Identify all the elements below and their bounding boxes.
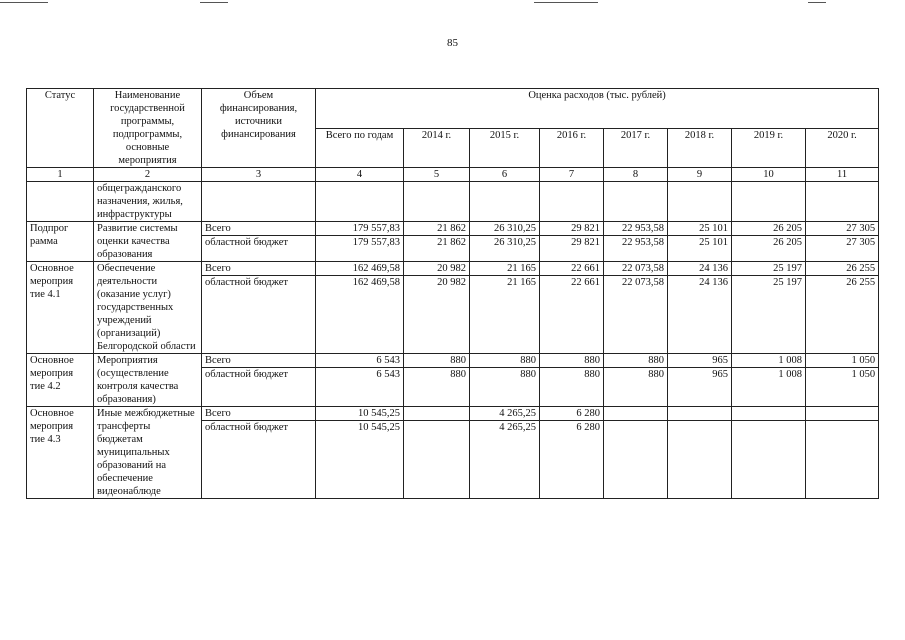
row-year-value: 880: [404, 354, 470, 368]
row-source: областной бюджет: [202, 276, 316, 354]
column-number: 2: [94, 168, 202, 182]
row-year-value: 4 265,25: [470, 421, 540, 499]
row-year-value: [806, 421, 879, 499]
header-year: 2016 г.: [540, 128, 604, 168]
header-year: 2018 г.: [668, 128, 732, 168]
row-year-value: 21 165: [470, 276, 540, 354]
row-year-value: 24 136: [668, 262, 732, 276]
row-year-value: 29 821: [540, 222, 604, 236]
row-year-value: 22 953,58: [604, 222, 668, 236]
row-name: Обеспечение деятельности (оказание услуг) государственных учреждений (организаций) Белгородской области: [94, 262, 202, 354]
row-year-value: 965: [668, 368, 732, 407]
row-total-value: 10 545,25: [316, 407, 404, 421]
row-year-value: 26 310,25: [470, 222, 540, 236]
header-year: 2015 г.: [470, 128, 540, 168]
row-total-value: 179 557,83: [316, 236, 404, 262]
row-year-value: [668, 421, 732, 499]
row-year-value: 20 982: [404, 262, 470, 276]
continuation-row: [27, 182, 879, 222]
row-name: Мероприятия (осуществление контроля качества образования): [94, 354, 202, 407]
row-status: Основное мероприя тие 4.1: [27, 262, 94, 354]
row-year-value: 25 197: [732, 262, 806, 276]
row-year-value: 880: [540, 368, 604, 407]
row-total-value: 6 543: [316, 368, 404, 407]
table-row: [27, 407, 879, 421]
row-year-value: 26 310,25: [470, 236, 540, 262]
row-year-value: 880: [604, 354, 668, 368]
table-row: [27, 222, 879, 236]
scan-edge-line: [0, 2, 48, 3]
row-year-value: 26 255: [806, 276, 879, 354]
row-year-value: 26 205: [732, 236, 806, 262]
table-row: [27, 262, 879, 276]
header-year: 2017 г.: [604, 128, 668, 168]
row-status: Подпрог рамма: [27, 222, 94, 262]
row-year-value: 880: [604, 368, 668, 407]
header-name: Наименование государственной программы, подпрограммы, основные мероприятия: [94, 89, 202, 168]
column-number-row: [27, 168, 879, 182]
header-volume: Объем финансирования, источники финансирования: [202, 89, 316, 168]
row-total-value: 179 557,83: [316, 222, 404, 236]
header-year: 2020 г.: [806, 128, 879, 168]
column-number: 8: [604, 168, 668, 182]
scan-edge-line: [808, 2, 826, 3]
row-source: Всего: [202, 262, 316, 276]
row-year-value: 880: [540, 354, 604, 368]
row-year-value: 1 050: [806, 354, 879, 368]
row-source: Всего: [202, 354, 316, 368]
row-year-value: [404, 421, 470, 499]
row-source: областной бюджет: [202, 368, 316, 407]
row-year-value: 22 661: [540, 276, 604, 354]
row-year-value: 25 101: [668, 236, 732, 262]
row-year-value: 20 982: [404, 276, 470, 354]
column-number: 10: [732, 168, 806, 182]
row-year-value: 25 101: [668, 222, 732, 236]
row-year-value: 22 073,58: [604, 262, 668, 276]
table-body: [27, 222, 879, 499]
row-total-value: 162 469,58: [316, 262, 404, 276]
page-number: 85: [447, 37, 458, 49]
row-year-value: 6 280: [540, 407, 604, 421]
header-total: Всего по годам: [316, 128, 404, 168]
row-total-value: 6 543: [316, 354, 404, 368]
row-year-value: [732, 407, 806, 421]
row-total-value: 10 545,25: [316, 421, 404, 499]
row-status: Основное мероприя тие 4.2: [27, 354, 94, 407]
expense-table: [26, 88, 879, 499]
header-estimate: Оценка расходов (тыс. рублей): [316, 89, 879, 129]
row-year-value: 1 008: [732, 368, 806, 407]
row-year-value: [404, 407, 470, 421]
row-year-value: [732, 421, 806, 499]
row-year-value: 21 862: [404, 222, 470, 236]
row-year-value: 24 136: [668, 276, 732, 354]
column-number: 3: [202, 168, 316, 182]
row-year-value: 29 821: [540, 236, 604, 262]
row-year-value: 1 050: [806, 368, 879, 407]
header-year: 2014 г.: [404, 128, 470, 168]
row-source: Всего: [202, 407, 316, 421]
header-year: 2019 г.: [732, 128, 806, 168]
continuation-text: общегражданского назначения, жилья, инфраструктуры: [94, 182, 202, 222]
row-year-value: 21 165: [470, 262, 540, 276]
column-number: 7: [540, 168, 604, 182]
row-year-value: 1 008: [732, 354, 806, 368]
row-year-value: [604, 421, 668, 499]
row-status: Основное мероприя тие 4.3: [27, 407, 94, 499]
row-year-value: 22 073,58: [604, 276, 668, 354]
row-year-value: 22 953,58: [604, 236, 668, 262]
row-year-value: 27 305: [806, 222, 879, 236]
column-number: 4: [316, 168, 404, 182]
column-number: 1: [27, 168, 94, 182]
row-source: областной бюджет: [202, 236, 316, 262]
table-row: [27, 354, 879, 368]
row-year-value: 25 197: [732, 276, 806, 354]
column-number: 6: [470, 168, 540, 182]
column-number: 5: [404, 168, 470, 182]
row-year-value: 27 305: [806, 236, 879, 262]
column-number: 9: [668, 168, 732, 182]
row-year-value: 965: [668, 354, 732, 368]
row-year-value: 880: [470, 354, 540, 368]
scan-edge-line: [200, 2, 228, 3]
row-year-value: 880: [470, 368, 540, 407]
row-source: областной бюджет: [202, 421, 316, 499]
row-year-value: 26 205: [732, 222, 806, 236]
row-total-value: 162 469,58: [316, 276, 404, 354]
row-year-value: [668, 407, 732, 421]
row-year-value: 4 265,25: [470, 407, 540, 421]
row-source: Всего: [202, 222, 316, 236]
row-name: Развитие системы оценки качества образования: [94, 222, 202, 262]
row-year-value: 6 280: [540, 421, 604, 499]
row-year-value: [806, 407, 879, 421]
row-year-value: [604, 407, 668, 421]
column-number: 11: [806, 168, 879, 182]
row-year-value: 21 862: [404, 236, 470, 262]
row-name: Иные межбюджетные трансферты бюджетам муниципальных образований на обеспечение видеонаблюде: [94, 407, 202, 499]
header-status: Статус: [27, 89, 94, 168]
row-year-value: 880: [404, 368, 470, 407]
row-year-value: 22 661: [540, 262, 604, 276]
scan-edge-line: [534, 2, 598, 3]
row-year-value: 26 255: [806, 262, 879, 276]
